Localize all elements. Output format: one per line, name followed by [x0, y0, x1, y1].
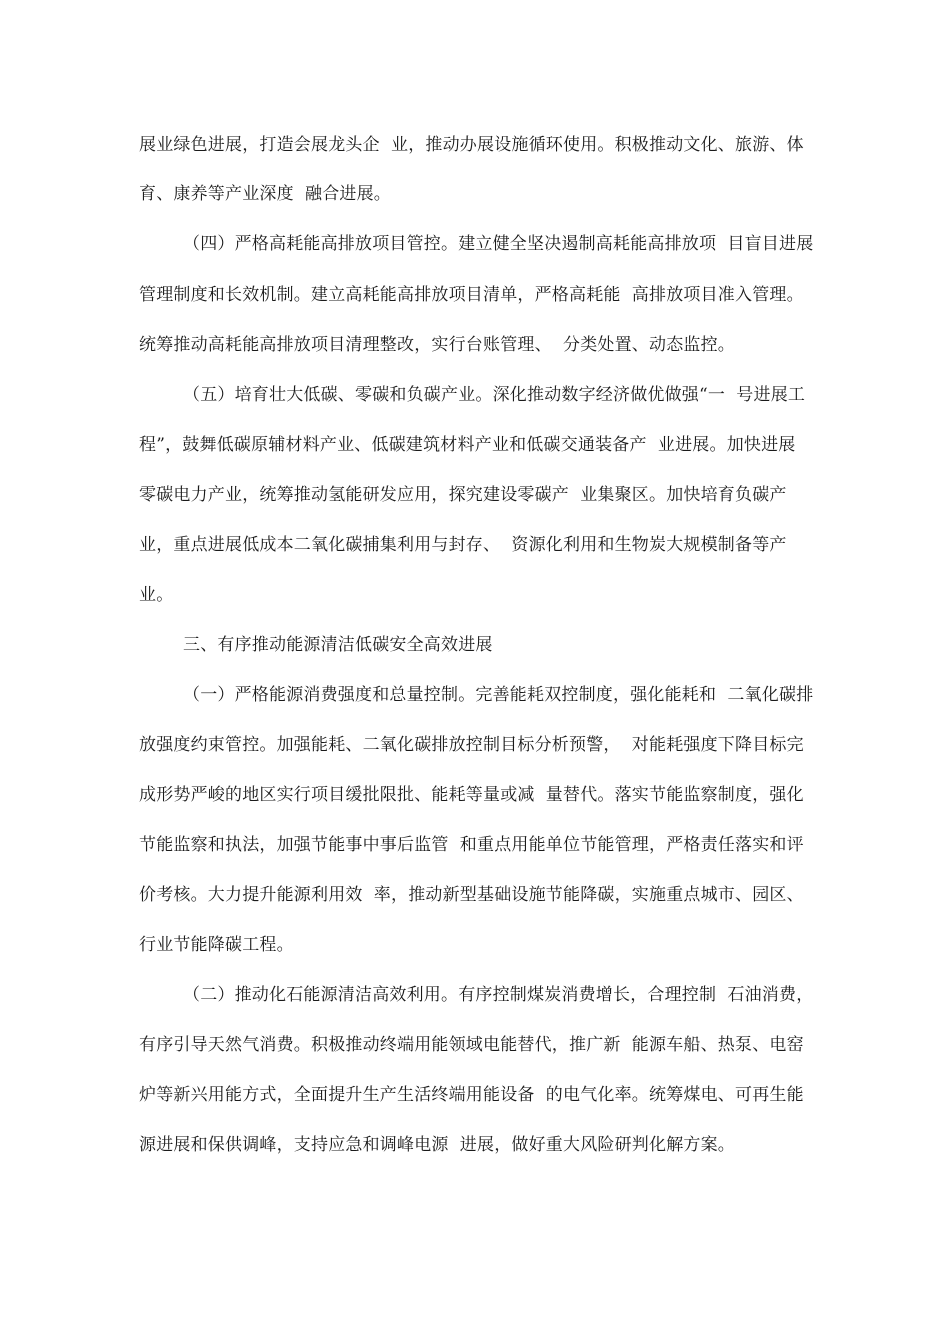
text-line: （五）培育壮大低碳、零碳和负碳产业。深化推动数字经济做优做强“一 号进展工	[183, 385, 806, 405]
text-line: 展业绿色进展，打造会展龙头企 业，推动办展设施循环使用。积极推动文化、旅游、体	[139, 135, 804, 155]
text-line: 育、康养等产业深度 融合进展。	[139, 184, 392, 204]
text-line: 行业节能降碳工程。	[139, 935, 294, 955]
text-line: 成形势严峻的地区实行项目缓批限批、能耗等量或减 量替代。落实节能监察制度，强化	[139, 785, 804, 805]
text-line: 有序引导天然气消费。积极推动终端用能领域电能替代，推广新 能源车船、热泵、电窑	[139, 1035, 804, 1055]
text-line: 放强度约束管控。加强能耗、二氧化碳排放控制目标分析预警， 对能耗强度下降目标完	[139, 735, 804, 755]
text-line: 炉等新兴用能方式，全面提升生产生活终端用能设备 的电气化率。统筹煤电、可再生能	[139, 1085, 804, 1105]
text-line: （二）推动化石能源清洁高效利用。有序控制煤炭消费增长，合理控制 石油消费，	[183, 985, 814, 1005]
text-line: 管理制度和长效机制。建立高耗能高排放项目清单，严格高耗能 高排放项目准入管理。	[139, 285, 804, 305]
text-line: （一）严格能源消费强度和总量控制。完善能耗双控制度，强化能耗和 二氧化碳排	[183, 685, 814, 705]
text-line: 源进展和保供调峰，支持应急和调峰电源 进展，做好重大风险研判化解方案。	[139, 1135, 736, 1155]
text-line: 业。	[139, 585, 174, 605]
section-heading: 三、有序推动能源清洁低碳安全高效进展	[183, 635, 493, 655]
text-line: （四）严格高耗能高排放项目管控。建立健全坚决遏制高耗能高排放项 目盲目进展	[183, 234, 814, 254]
text-line: 零碳电力产业，统筹推动氢能研发应用，探究建设零碳产 业集聚区。加快培育负碳产	[139, 485, 787, 505]
text-line: 节能监察和执法，加强节能事中事后监管 和重点用能单位节能管理，严格责任落实和评	[139, 835, 804, 855]
text-line: 统筹推动高耗能高排放项目清理整改，实行台账管理、 分类处置、动态监控。	[139, 335, 736, 355]
text-line: 价考核。大力提升能源利用效 率，推动新型基础设施节能降碳，实施重点城市、园区、	[139, 885, 804, 905]
text-line: 业，重点进展低成本二氧化碳捕集利用与封存、 资源化利用和生物炭大规模制备等产	[139, 535, 787, 555]
text-line: 程”，鼓舞低碳原辅材料产业、低碳建筑材料产业和低碳交通装备产 业进展。加快进展	[139, 435, 796, 455]
